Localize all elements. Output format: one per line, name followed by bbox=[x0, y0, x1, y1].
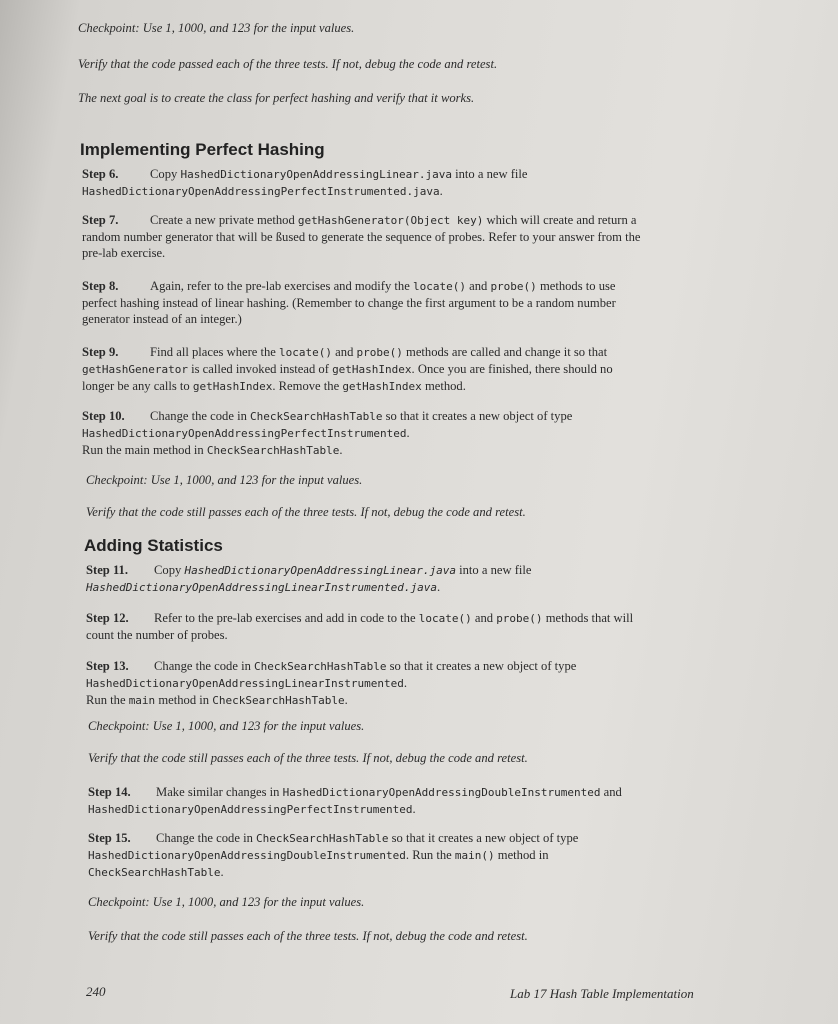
code: getHashIndex bbox=[332, 363, 412, 376]
code: probe() bbox=[356, 346, 403, 359]
text: random number generator that will be ßused to generate the sequence of probes. Refer to your answer from the bbox=[82, 230, 641, 244]
page-number: 240 bbox=[86, 984, 106, 999]
code: main bbox=[128, 694, 156, 707]
text: . bbox=[406, 426, 410, 440]
code: HashedDictionaryOpenAddressingLinear.java bbox=[180, 168, 452, 181]
code: HashedDictionaryOpenAddressingLinear.java bbox=[184, 564, 456, 577]
code: getHashGenerator bbox=[82, 363, 188, 376]
text: . Once you are finished, there should no bbox=[411, 362, 613, 376]
code: HashedDictionaryOpenAddressingPerfectInstrumented bbox=[82, 427, 407, 440]
step-label: Step 12. bbox=[86, 611, 129, 625]
text: methods that will bbox=[542, 611, 634, 625]
step-label: Step 6. bbox=[82, 167, 119, 181]
text: so that it creates a new object of type bbox=[386, 659, 577, 673]
step-13 bbox=[86, 658, 716, 709]
text: . bbox=[220, 865, 224, 879]
text: . Remove the bbox=[272, 379, 343, 393]
text: Change the code in bbox=[154, 659, 255, 673]
text: and bbox=[600, 785, 622, 799]
step-label: Step 11. bbox=[86, 563, 128, 577]
text: . bbox=[344, 693, 348, 707]
text: Again, refer to the pre-lab exercises and modify the bbox=[150, 279, 413, 293]
step-14 bbox=[88, 784, 718, 818]
step-label: Step 10. bbox=[82, 409, 125, 423]
text: Copy bbox=[154, 563, 185, 577]
text: and bbox=[332, 345, 357, 359]
step-15 bbox=[88, 830, 718, 881]
text: methods to use bbox=[536, 279, 616, 293]
section1-verify: Verify that the code still passes each of the three tests. If not, debug the code and retest. bbox=[86, 505, 526, 519]
text: . bbox=[412, 802, 416, 816]
text: pre-lab exercise. bbox=[82, 246, 166, 260]
step-label: Step 13. bbox=[86, 659, 129, 673]
intro-verify: Verify that the code passed each of the three tests. If not, debug the code and retest. bbox=[78, 57, 498, 71]
section-heading-perfect-hashing: Implementing Perfect Hashing bbox=[80, 140, 325, 159]
text: Run the bbox=[86, 693, 129, 707]
text: into a new file bbox=[451, 167, 528, 181]
step-label: Step 15. bbox=[88, 831, 131, 845]
text: . bbox=[403, 676, 408, 690]
step-11 bbox=[86, 562, 716, 596]
running-footer-title: Lab 17 Hash Table Implementation bbox=[510, 986, 694, 1001]
step-8 bbox=[82, 278, 712, 327]
code: HashedDictionaryOpenAddressingLinearInstrumented.java bbox=[86, 581, 437, 594]
code: probe() bbox=[490, 280, 537, 293]
code: HashedDictionaryOpenAddressingLinearInstrumented bbox=[86, 677, 404, 690]
text: so that it creates a new object of type bbox=[382, 409, 573, 423]
text: method. bbox=[421, 379, 466, 393]
text: Find all places where the bbox=[150, 345, 280, 359]
code: CheckSearchHashTable bbox=[256, 832, 389, 845]
code: CheckSearchHashTable bbox=[254, 660, 387, 673]
text: perfect hashing instead of linear hashing. (Remember to change the first argument to be a random number bbox=[82, 296, 616, 310]
step-7 bbox=[82, 212, 712, 261]
text: . bbox=[437, 580, 441, 594]
section2-verify-2: Verify that the code still passes each of the three tests. If not, debug the code and retest. bbox=[88, 929, 528, 943]
code: locate() bbox=[279, 346, 333, 359]
step-9 bbox=[82, 344, 712, 395]
code: CheckSearchHashTable bbox=[250, 410, 383, 423]
section1-checkpoint: Checkpoint: Use 1, 1000, and 123 for the input values. bbox=[86, 473, 363, 487]
text: is called invoked instead of bbox=[187, 362, 333, 376]
code: probe() bbox=[496, 612, 543, 625]
code: locate() bbox=[418, 612, 472, 625]
code: HashedDictionaryOpenAddressingPerfectInstrumented bbox=[88, 803, 413, 816]
code: main() bbox=[454, 849, 495, 862]
section2-checkpoint-2: Checkpoint: Use 1, 1000, and 123 for the input values. bbox=[88, 895, 365, 909]
step-label: Step 8. bbox=[82, 279, 119, 293]
intro-next-goal: The next goal is to create the class for perfect hashing and verify that it works. bbox=[78, 91, 475, 105]
step-12 bbox=[86, 610, 716, 643]
text: . Run the bbox=[405, 848, 455, 862]
code: HashedDictionaryOpenAddressingDoubleInstrumented bbox=[282, 786, 601, 799]
code: CheckSearchHashTable bbox=[206, 444, 340, 457]
text: which will create and return a bbox=[483, 213, 637, 227]
text: Change the code in bbox=[156, 831, 257, 845]
text: and bbox=[465, 279, 491, 293]
text: Change the code in bbox=[150, 409, 251, 423]
code: getHashIndex bbox=[192, 380, 273, 393]
text: into a new file bbox=[455, 563, 532, 577]
intro-checkpoint: Checkpoint: Use 1, 1000, and 123 for the input values. bbox=[78, 21, 355, 35]
code: getHashIndex bbox=[342, 380, 422, 393]
text: longer be any calls to bbox=[82, 379, 193, 393]
text: and bbox=[471, 611, 497, 625]
text: methods are called and change it so that bbox=[402, 345, 608, 359]
code: HashedDictionaryOpenAddressingDoubleInstrumented bbox=[88, 849, 406, 862]
code: getHashGenerator(Object key) bbox=[297, 214, 484, 227]
text: . bbox=[339, 443, 343, 457]
code: HashedDictionaryOpenAddressingPerfectInstrumented.java bbox=[82, 185, 440, 198]
text: . bbox=[439, 184, 443, 198]
step-label: Step 7. bbox=[82, 213, 119, 227]
code: locate() bbox=[412, 280, 466, 293]
text: method in bbox=[155, 693, 213, 707]
text: count the number of probes. bbox=[86, 628, 228, 642]
step-label: Step 9. bbox=[82, 345, 119, 359]
text: method in bbox=[494, 848, 549, 862]
step-label: Step 14. bbox=[88, 785, 131, 799]
text: so that it creates a new object of type bbox=[388, 831, 579, 845]
text: Create a new private method bbox=[150, 213, 298, 227]
step-10 bbox=[82, 408, 712, 459]
text: generator instead of an integer.) bbox=[82, 312, 242, 326]
section2-verify-1: Verify that the code still passes each of the three tests. If not, debug the code and retest. bbox=[88, 751, 528, 765]
text: Run the main method in bbox=[82, 443, 207, 457]
code: CheckSearchHashTable bbox=[212, 694, 345, 707]
text: Refer to the pre-lab exercises and add in code to the bbox=[154, 611, 419, 625]
section-heading-adding-statistics: Adding Statistics bbox=[84, 536, 223, 555]
text: Copy bbox=[150, 167, 181, 181]
code: CheckSearchHashTable bbox=[88, 866, 221, 879]
step-6 bbox=[82, 166, 712, 200]
section2-checkpoint-1: Checkpoint: Use 1, 1000, and 123 for the input values. bbox=[88, 719, 365, 733]
text: Make similar changes in bbox=[156, 785, 283, 799]
